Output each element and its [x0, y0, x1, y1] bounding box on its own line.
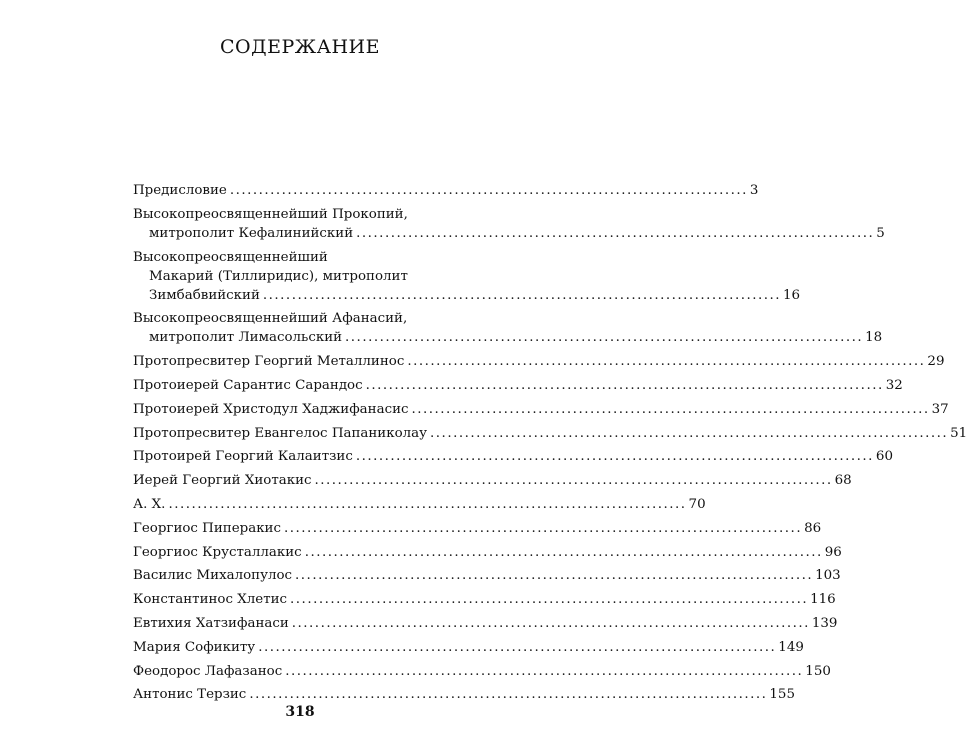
toc-entry-title-line: Зимбабвийский [149, 287, 260, 303]
toc-entry-title-line: Протоиерей Христодул Хаджифанасис [133, 401, 409, 417]
toc-entry-title-line: Протопресвитер Евангелос Папаниколау [133, 425, 428, 441]
toc-entry [133, 352, 945, 371]
toc-entry-title-line: Константинос Хлетис [133, 592, 288, 608]
toc-entry-title-line: Иерей Георгий Хиотакис [133, 473, 312, 489]
dot-leader: .......................................................................................... [249, 687, 768, 703]
toc-entry [133, 495, 706, 514]
toc-entry-page: 51 [950, 425, 967, 441]
dot-leader: .......................................................................................... [355, 449, 874, 465]
toc-entry-title-line: Василис Михалопулос [133, 568, 293, 584]
dot-leader: .......................................................................................... [407, 354, 926, 370]
toc-entry [133, 447, 893, 466]
dot-leader: .......................................................................................... [285, 663, 804, 679]
toc-entry-title-line: Протопресвитер Георгий Металлинос [133, 354, 405, 370]
toc-entry-page: 96 [824, 544, 842, 560]
toc-entry-title-line: Антонис Терзис [133, 687, 247, 703]
toc-entry [133, 376, 903, 395]
toc-entry [133, 638, 804, 657]
dot-leader: .......................................................................................... [356, 225, 875, 241]
toc-entry-page: 32 [885, 377, 903, 393]
toc-entry-title-line: Георгиос Пиперакис [133, 520, 281, 536]
dot-leader: .......................................................................................... [345, 330, 864, 346]
dot-leader: .......................................................................................... [411, 401, 930, 417]
toc-entry-title-line: митрополит Лимасольский [149, 330, 343, 346]
toc-entry-title-line: Феодорос Лафазанос [133, 663, 283, 679]
toc-entry-page: 149 [778, 639, 804, 655]
toc-entry [133, 309, 883, 347]
toc-entry-title-line: Предисловие [133, 183, 227, 198]
toc-entry [133, 519, 822, 538]
toc-entry-page: 86 [804, 520, 822, 536]
dot-leader: .......................................................................................... [229, 183, 748, 198]
dot-leader: .......................................................................................... [295, 568, 814, 584]
toc-entry-page: 139 [811, 615, 838, 631]
dot-leader: .......................................................................................... [304, 544, 823, 560]
toc-entry-page: 29 [927, 354, 945, 370]
page-number: 318 [285, 704, 315, 720]
toc-entry [133, 543, 842, 562]
toc-entry-title-line: Высокопреосвященнейший Афанасий, [133, 311, 408, 327]
toc-entry [133, 685, 795, 704]
dot-leader: .......................................................................................... [262, 287, 781, 303]
toc-entry [133, 424, 967, 443]
toc-entry-title-line: митрополит Кефалинийский [149, 225, 354, 241]
toc-entry [133, 590, 836, 609]
toc-entry-page: 116 [810, 592, 836, 608]
toc-entry [133, 181, 759, 200]
toc-entry-title-line: Высокопреосвященнейший [133, 249, 328, 265]
toc-entry-page: 16 [783, 287, 801, 303]
dot-leader: .......................................................................................... [168, 496, 687, 512]
toc-entry-title-line: Мария Софикиту [133, 639, 256, 655]
toc-entry [133, 471, 852, 490]
toc-entry-page: 155 [769, 687, 795, 703]
toc-entry-page: 37 [931, 401, 949, 417]
toc-entry-title-line: Макарий (Тиллиридис), митрополит [149, 268, 408, 284]
toc-entry [133, 614, 838, 633]
toc-entry-page: 70 [688, 496, 706, 512]
dot-leader: .......................................................................................... [291, 615, 810, 631]
dot-leader: .......................................................................................... [258, 639, 777, 655]
toc-entry-page: 5 [876, 225, 885, 241]
dot-leader: .......................................................................................... [314, 473, 833, 489]
toc-entry-title-line: Евтихия Хатзифанаси [133, 615, 289, 631]
table-of-contents [133, 181, 967, 709]
dot-leader: .......................................................................................... [283, 520, 803, 536]
toc-entry-page: 103 [815, 568, 841, 584]
toc-entry [133, 662, 831, 681]
toc-entry-title-line: Высокопреосвященнейший Прокопий, [133, 206, 408, 222]
toc-entry [133, 205, 885, 243]
toc-entry-title-line: А. Х. [133, 496, 166, 512]
toc-entry-page: 18 [865, 330, 883, 346]
toc-entry [133, 566, 841, 585]
toc-entry-title-line: Протоиерей Сарантис Сарандос [133, 377, 363, 393]
dot-leader: .......................................................................................... [430, 425, 949, 441]
toc-entry-page: 60 [875, 449, 893, 465]
page-title: СОДЕРЖАНИЕ [220, 36, 380, 58]
dot-leader: .......................................................................................... [290, 592, 809, 608]
toc-entry-page: 68 [834, 473, 852, 489]
toc-entry-page: 150 [805, 663, 831, 679]
toc-entry [133, 400, 949, 419]
dot-leader: .......................................................................................... [365, 377, 884, 393]
toc-entry-page: 3 [749, 183, 759, 198]
toc-entry-title-line: Протоирей Георгий Калаитзис [133, 449, 353, 465]
toc-entry-title-line: Георгиос Крусталлакис [133, 544, 302, 560]
toc-entry [133, 248, 801, 305]
